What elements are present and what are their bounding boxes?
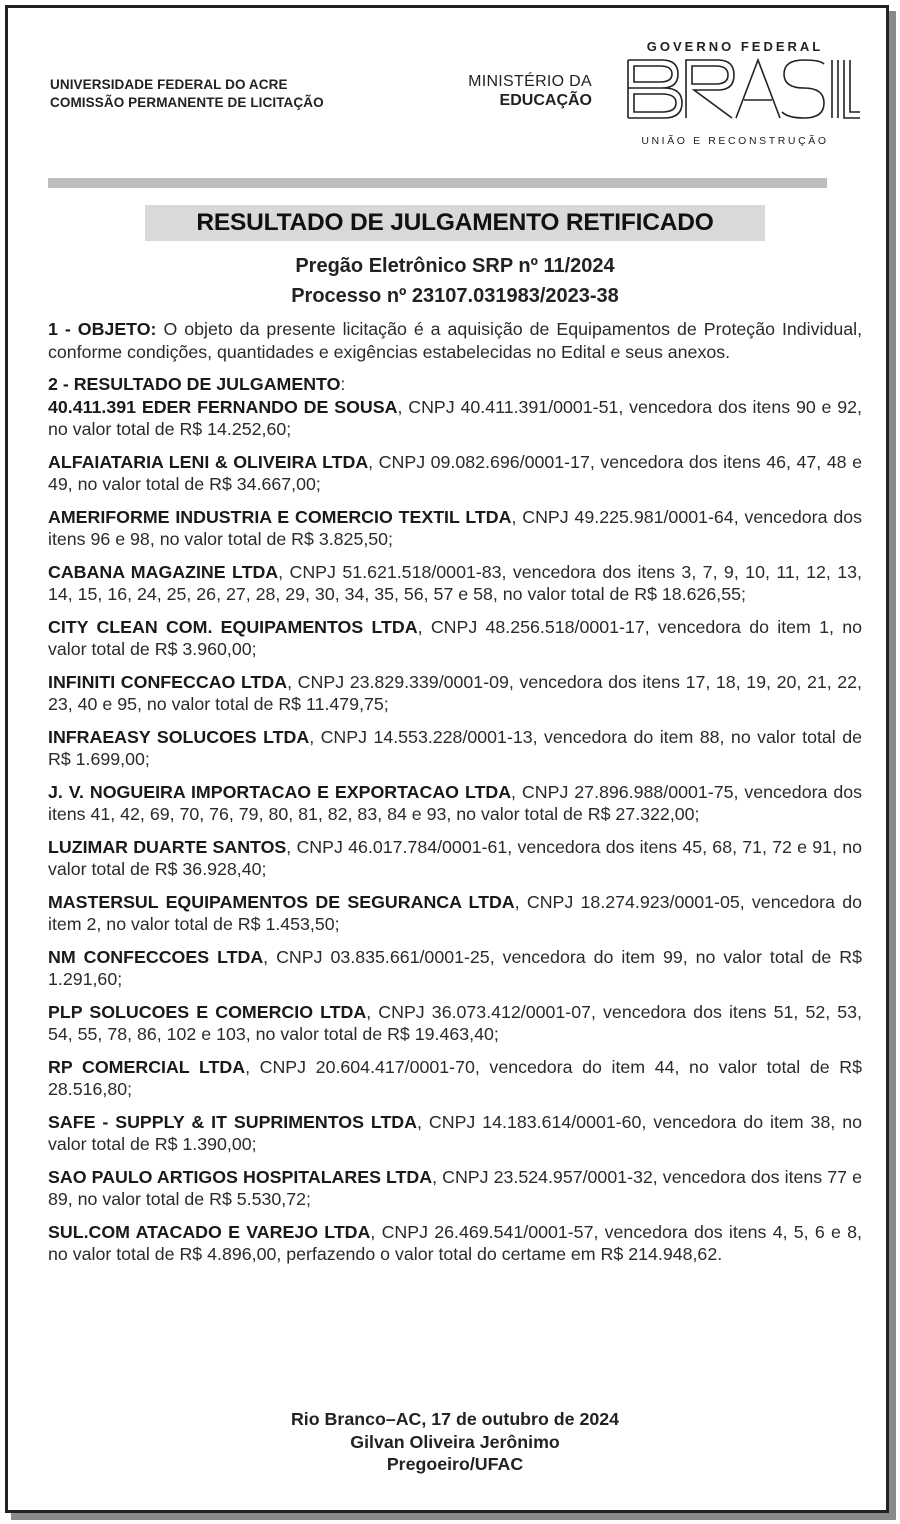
resultado-colon: : (340, 374, 346, 394)
winner-entry (48, 396, 862, 441)
winner-name: INFINITI CONFECCAO LTDA (48, 671, 288, 692)
commission-name: COMISSÃO PERMANENTE DE LICITAÇÃO (50, 95, 324, 110)
objeto-text: O objeto da presente licitação é a aquisição de Equipamentos de Proteção Individual, conforme condições, quantidades e exigências estabelecidas no Edital e seus anexos. (48, 319, 863, 362)
winner-name: PLP SOLUCOES E COMERCIO LTDA (48, 1001, 367, 1022)
ministry-line2: EDUCAÇÃO (499, 92, 592, 109)
winner-entry (48, 781, 862, 826)
institution-name: UNIVERSIDADE FEDERAL DO ACRE (50, 77, 288, 92)
winner-entry (48, 836, 862, 881)
winner-details: , CNPJ 14.183.614/0001-60, vencedora do item 38, no valor total de R$ 1.390,00; (48, 1111, 862, 1154)
frame-shadow (11, 1513, 896, 1520)
ministry-line1: MINISTÉRIO DA (468, 73, 592, 90)
winner-name: MASTERSUL EQUIPAMENTOS DE SEGURANCA LTDA (48, 891, 515, 912)
frame-shadow (889, 11, 896, 1519)
title-box (145, 205, 765, 241)
winner-entry (48, 506, 862, 551)
winner-entry (48, 891, 862, 936)
winner-name: AMERIFORME INDUSTRIA E COMERCIO TEXTIL LTDA (48, 506, 512, 527)
winner-entry (48, 1111, 862, 1156)
winner-entry (48, 1166, 862, 1211)
header-divider (48, 178, 827, 188)
winner-details: , CNPJ 48.256.518/0001-17, vencedora do item 1, no valor total de R$ 3.960,00; (48, 616, 862, 659)
winner-details: , CNPJ 14.553.228/0001-13, vencedora do item 88, no valor total de R$ 1.699,00; (48, 726, 862, 769)
winner-details: , CNPJ 23.524.957/0001-32, vencedora dos itens 77 e 89, no valor total de R$ 5.530,72; (48, 1166, 862, 1209)
winner-name: LUZIMAR DUARTE SANTOS (48, 836, 287, 857)
gov-federal-label: GOVERNO FEDERAL (646, 39, 824, 54)
winner-name: CITY CLEAN COM. EQUIPAMENTOS LTDA (48, 616, 418, 637)
winner-details: , CNPJ 03.835.661/0001-25, vencedora do item 99, no valor total de R$ 1.291,60; (48, 946, 863, 989)
brasil-logo (624, 58, 860, 120)
resultado-label: 2 - RESULTADO DE JULGAMENTO (48, 374, 341, 394)
winner-name: CABANA MAGAZINE LTDA (48, 561, 279, 582)
objeto-paragraph (48, 318, 862, 363)
winner-name: NM CONFECCOES LTDA (48, 946, 264, 967)
winner-details: , CNPJ 27.896.988/0001-75, vencedora dos itens 41, 42, 69, 70, 76, 79, 80, 81, 82, 83, 84 e 93, no valor total de R$ 27.322,00; (48, 781, 862, 824)
winner-entry (48, 1001, 862, 1046)
winner-details: , CNPJ 18.274.923/0001-05, vencedora do item 2, no valor total de R$ 1.453,50; (48, 891, 862, 934)
processo-number: Processo nº 23107.031983/2023-38 (291, 285, 619, 307)
gov-slogan: UNIÃO E RECONSTRUÇÃO (641, 135, 829, 147)
winner-details: , CNPJ 51.621.518/0001-83, vencedora dos itens 3, 7, 9, 10, 11, 12, 13, 14, 15, 16, 24, 25, 26, 27, 28, 29, 30, 34, 35, 56, 57 e 58, no valor total de R$ 18.626,55; (48, 561, 862, 604)
winner-details: , CNPJ 40.411.391/0001-51, vencedora dos itens 90 e 92, no valor total de R$ 14.252,60; (48, 396, 863, 439)
winner-entry (48, 946, 862, 991)
winner-name: INFRAEASY SOLUCOES LTDA (48, 726, 310, 747)
winner-entry (48, 726, 862, 771)
signature-block (48, 1408, 862, 1476)
signer-name: Gilvan Oliveira Jerônimo (350, 1431, 560, 1452)
winner-details: , CNPJ 23.829.339/0001-09, vencedora dos itens 17, 18, 19, 20, 21, 22, 23, 40 e 95, no valor total de R$ 11.479,75; (48, 671, 862, 714)
winners-list (48, 396, 862, 1266)
winner-name: 40.411.391 EDER FERNANDO DE SOUSA (48, 396, 398, 417)
winner-name: SUL.COM ATACADO E VAREJO LTDA (48, 1221, 371, 1242)
winner-name: SAO PAULO ARTIGOS HOSPITALARES LTDA (48, 1166, 433, 1187)
institution-block (50, 76, 324, 112)
winner-name: J. V. NOGUEIRA IMPORTACAO E EXPORTACAO LTDA (48, 781, 512, 802)
winner-entry (48, 671, 862, 716)
winner-entry (48, 451, 862, 496)
winner-details: , CNPJ 36.073.412/0001-07, vencedora dos itens 51, 52, 53, 54, 55, 78, 86, 102 e 103, no valor total de R$ 19.463,40; (48, 1001, 862, 1044)
resultado-heading (48, 373, 862, 396)
winner-name: SAFE - SUPPLY & IT SUPRIMENTOS LTDA (48, 1111, 417, 1132)
winner-entry (48, 561, 862, 606)
winner-name: RP COMERCIAL LTDA (48, 1056, 246, 1077)
winner-details: , CNPJ 49.225.981/0001-64, vencedora dos itens 96 e 98, no valor total de R$ 3.825,50; (48, 506, 862, 549)
winner-details: , CNPJ 09.082.696/0001-17, vencedora dos itens 46, 47, 48 e 49, no valor total de R$ 34.667,00; (48, 451, 862, 494)
place-date: Rio Branco–AC, 17 de outubro de 2024 (290, 1409, 620, 1429)
winner-entry (48, 1221, 862, 1266)
winner-name: ALFAIATARIA LENI & OLIVEIRA LTDA (48, 451, 369, 472)
winner-entry (48, 1056, 862, 1101)
winner-details: , CNPJ 46.017.784/0001-61, vencedora dos itens 45, 68, 71, 72 e 91, no valor total de R$ 36.928,40; (48, 836, 862, 879)
ministry-logo (452, 72, 592, 110)
notice-title: RESULTADO DE JULGAMENTO RETIFICADO (196, 209, 714, 236)
winner-details: , CNPJ 20.604.417/0001-70, vencedora do item 44, no valor total de R$ 28.516,80; (48, 1056, 862, 1099)
winner-details: , CNPJ 26.469.541/0001-57, vencedora dos itens 4, 5, 6 e 8, no valor total de R$ 4.896,00, perfazendo o valor total do certame em R$ 214.948,62. (48, 1221, 863, 1264)
notice-body (48, 318, 862, 1276)
pregao-number: Pregão Eletrônico SRP nº 11/2024 (295, 255, 615, 277)
signer-role: Pregoeiro/UFAC (386, 1454, 524, 1474)
objeto-label: 1 - OBJETO: (48, 319, 157, 339)
winner-entry (48, 616, 862, 661)
